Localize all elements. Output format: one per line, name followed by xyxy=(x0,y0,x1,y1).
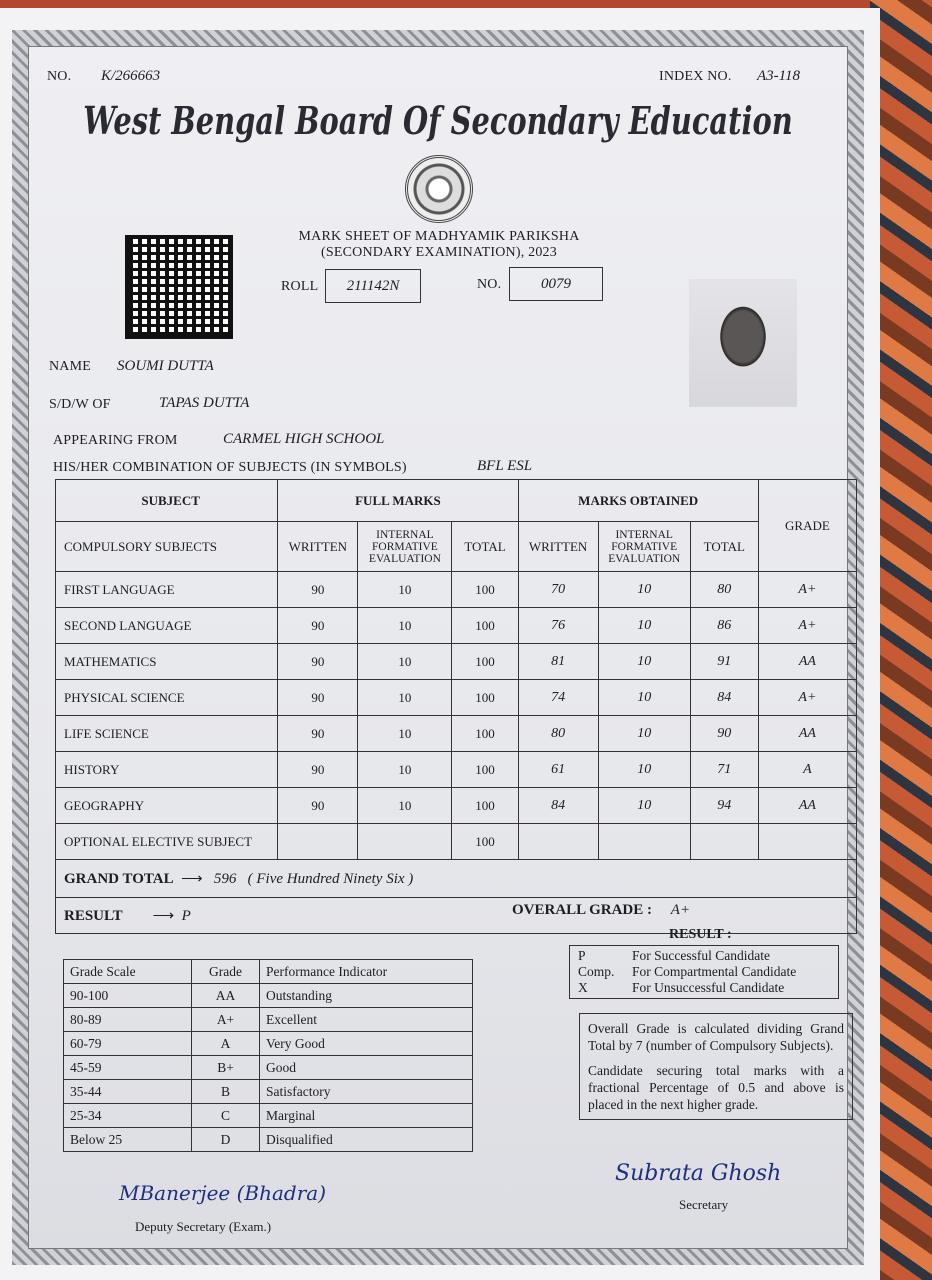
cell-fw xyxy=(278,824,358,860)
combination-label: HIS/HER COMBINATION OF SUBJECTS (IN SYMBOLS) xyxy=(53,460,407,475)
gs-cell: B+ xyxy=(192,1056,260,1080)
name-label: NAME xyxy=(49,359,92,374)
result-meaning: For Unsuccessful Candidate xyxy=(632,980,785,995)
grand-total-row: GRAND TOTAL ⟶ 596 ( Five Hundred Ninety Six ) xyxy=(56,860,857,898)
marks-table xyxy=(55,479,857,934)
cell-oi: 10 xyxy=(598,752,690,788)
cell-ot: 71 xyxy=(690,752,758,788)
cell-ft: 100 xyxy=(452,824,518,860)
cell-fi: 10 xyxy=(358,644,452,680)
cell-ft: 100 xyxy=(452,608,518,644)
header-total-obtained: TOTAL xyxy=(690,522,758,572)
cell-subject: FIRST LANGUAGE xyxy=(56,572,278,608)
grade-notes-box xyxy=(579,1013,853,1120)
cell-grade: AA xyxy=(758,716,856,752)
secretary-signature: Subrata Ghosh xyxy=(615,1161,782,1186)
result-row: RESULT ⟶ P OVERALL GRADE : A+ xyxy=(56,898,857,934)
cell-fw: 90 xyxy=(278,644,358,680)
gs-cell: Marginal xyxy=(260,1104,473,1128)
number-value: 0079 xyxy=(509,267,603,301)
result-key-item xyxy=(578,948,830,964)
deputy-title: Deputy Secretary (Exam.) xyxy=(135,1219,272,1234)
result-key-title: RESULT : xyxy=(669,927,732,942)
gs-cell: A xyxy=(192,1032,260,1056)
parent-name: TAPAS DUTTA xyxy=(159,395,250,411)
gs-cell: Below 25 xyxy=(64,1128,192,1152)
cell-ft: 100 xyxy=(452,716,518,752)
cell-subject: OPTIONAL ELECTIVE SUBJECT xyxy=(56,824,278,860)
board-seal xyxy=(405,155,473,223)
grade-scale-row xyxy=(64,1056,473,1080)
gs-cell: Excellent xyxy=(260,1008,473,1032)
cell-oi: 10 xyxy=(598,788,690,824)
cell-ot: 84 xyxy=(690,680,758,716)
serial-number: K/266663 xyxy=(101,68,161,84)
gs-cell: B xyxy=(192,1080,260,1104)
cell-grade xyxy=(758,824,856,860)
subject-row xyxy=(56,644,857,680)
number-label: NO. xyxy=(477,277,502,292)
cell-grade: A+ xyxy=(758,680,856,716)
result-meaning: For Successful Candidate xyxy=(632,948,770,963)
gs-cell: Outstanding xyxy=(260,984,473,1008)
index-label: INDEX NO. xyxy=(659,69,732,84)
cell-oi: 10 xyxy=(598,572,690,608)
grade-scale-row xyxy=(64,1128,473,1152)
gs-header: Performance Indicator xyxy=(260,960,473,984)
cell-subject: MATHEMATICS xyxy=(56,644,278,680)
cell-fi: 10 xyxy=(358,788,452,824)
header-subject: SUBJECT xyxy=(56,480,278,522)
cell-fi: 10 xyxy=(358,608,452,644)
school-name: CARMEL HIGH SCHOOL xyxy=(223,431,385,447)
cell-subject: GEOGRAPHY xyxy=(56,788,278,824)
cell-oi: 10 xyxy=(598,644,690,680)
parent-label: S/D/W OF xyxy=(49,397,111,412)
note-overall-grade: Overall Grade is calculated dividing Grand Total by 7 (number of Compulsory Subjects). xyxy=(588,1021,844,1053)
decorative-border xyxy=(12,30,864,1265)
cell-fi: 10 xyxy=(358,752,452,788)
header-full-marks: FULL MARKS xyxy=(278,480,518,522)
cell-fi: 10 xyxy=(358,716,452,752)
cell-fw: 90 xyxy=(278,752,358,788)
cell-ft: 100 xyxy=(452,680,518,716)
cell-ow: 70 xyxy=(518,572,598,608)
index-number: A3-118 xyxy=(757,68,801,84)
cell-fi xyxy=(358,824,452,860)
subject-row xyxy=(56,608,857,644)
gs-cell: 80-89 xyxy=(64,1008,192,1032)
cell-ow: 76 xyxy=(518,608,598,644)
cell-grade: AA xyxy=(758,644,856,680)
deputy-signature: MBanerjee (Bhadra) xyxy=(119,1181,327,1205)
gs-header: Grade xyxy=(192,960,260,984)
gs-cell: Very Good xyxy=(260,1032,473,1056)
cell-fi: 10 xyxy=(358,572,452,608)
gs-cell: 45-59 xyxy=(64,1056,192,1080)
gs-cell: Satisfactory xyxy=(260,1080,473,1104)
cell-oi xyxy=(598,824,690,860)
subject-row xyxy=(56,572,857,608)
gs-cell: 35-44 xyxy=(64,1080,192,1104)
gs-header: Grade Scale xyxy=(64,960,192,984)
cell-ow xyxy=(518,824,598,860)
cell-subject: PHYSICAL SCIENCE xyxy=(56,680,278,716)
cell-grade: A+ xyxy=(758,608,856,644)
result-code: P xyxy=(578,948,586,963)
grade-scale-row xyxy=(64,1080,473,1104)
grade-scale-table xyxy=(63,959,473,1152)
header-ife-obtained: INTERNAL FORMATIVE EVALUATION xyxy=(598,522,690,572)
result-key-item xyxy=(578,980,830,996)
cell-ft: 100 xyxy=(452,788,518,824)
result-code: X xyxy=(578,980,588,995)
roll-number: 211142N xyxy=(325,269,421,303)
board-name: West Bengal Board Of Secondary Education xyxy=(83,98,793,143)
school-label: APPEARING FROM xyxy=(53,433,178,448)
header-ife: INTERNAL FORMATIVE EVALUATION xyxy=(358,522,452,572)
cell-ow: 84 xyxy=(518,788,598,824)
grade-scale-row xyxy=(64,984,473,1008)
cell-ot: 80 xyxy=(690,572,758,608)
secretary-title: Secretary xyxy=(679,1197,729,1212)
gs-cell: Disqualified xyxy=(260,1128,473,1152)
gs-cell: 60-79 xyxy=(64,1032,192,1056)
cell-ot: 86 xyxy=(690,608,758,644)
gs-cell: AA xyxy=(192,984,260,1008)
candidate-photo xyxy=(689,279,797,407)
header-grade: GRADE xyxy=(758,480,856,572)
subject-row xyxy=(56,824,857,860)
grade-scale-row xyxy=(64,1008,473,1032)
result-key-box xyxy=(569,945,839,999)
cell-ow: 74 xyxy=(518,680,598,716)
cell-oi: 10 xyxy=(598,680,690,716)
header-written: WRITTEN xyxy=(278,522,358,572)
cell-fw: 90 xyxy=(278,680,358,716)
qr-code xyxy=(125,235,233,339)
cell-ft: 100 xyxy=(452,572,518,608)
cell-fw: 90 xyxy=(278,608,358,644)
cell-ot: 94 xyxy=(690,788,758,824)
cell-grade: A xyxy=(758,752,856,788)
subject-row xyxy=(56,752,857,788)
grade-scale-row xyxy=(64,1104,473,1128)
cell-fw: 90 xyxy=(278,716,358,752)
grade-scale-row xyxy=(64,1032,473,1056)
note-fractional: Candidate securing total marks with a fractional Percentage of 0.5 and above is placed in the next higher grade. xyxy=(588,1063,844,1112)
cell-ft: 100 xyxy=(452,644,518,680)
header-compulsory: COMPULSORY SUBJECTS xyxy=(56,522,278,572)
candidate-name: SOUMI DUTTA xyxy=(117,358,214,374)
cell-subject: HISTORY xyxy=(56,752,278,788)
header-written-obtained: WRITTEN xyxy=(518,522,598,572)
cell-fw: 90 xyxy=(278,788,358,824)
subject-combination: BFL ESL xyxy=(477,458,533,474)
result-key-item xyxy=(578,964,830,980)
cell-subject: SECOND LANGUAGE xyxy=(56,608,278,644)
cell-subject: LIFE SCIENCE xyxy=(56,716,278,752)
mark-sheet xyxy=(0,8,880,1280)
cell-ow: 80 xyxy=(518,716,598,752)
cell-fi: 10 xyxy=(358,680,452,716)
cell-grade: A+ xyxy=(758,572,856,608)
gs-cell: D xyxy=(192,1128,260,1152)
gs-cell: A+ xyxy=(192,1008,260,1032)
cell-oi: 10 xyxy=(598,716,690,752)
gs-cell: C xyxy=(192,1104,260,1128)
subject-row xyxy=(56,788,857,824)
header-total: TOTAL xyxy=(452,522,518,572)
cell-oi: 10 xyxy=(598,608,690,644)
subject-row xyxy=(56,716,857,752)
gs-cell: 25-34 xyxy=(64,1104,192,1128)
cell-ow: 61 xyxy=(518,752,598,788)
roll-label: ROLL xyxy=(281,279,319,294)
cell-ot xyxy=(690,824,758,860)
cell-fw: 90 xyxy=(278,572,358,608)
cell-ot: 91 xyxy=(690,644,758,680)
sheet-title: MARK SHEET OF MADHYAMIK PARIKSHA (SECONDARY EXAMINATION), 2023 xyxy=(298,229,580,260)
result-meaning: For Compartmental Candidate xyxy=(632,964,797,979)
cell-ot: 90 xyxy=(690,716,758,752)
subject-row xyxy=(56,680,857,716)
header-marks-obtained: MARKS OBTAINED xyxy=(518,480,758,522)
serial-label: NO. xyxy=(47,69,72,84)
cell-ow: 81 xyxy=(518,644,598,680)
cell-grade: AA xyxy=(758,788,856,824)
result-code: Comp. xyxy=(578,964,615,979)
gs-cell: 90-100 xyxy=(64,984,192,1008)
gs-cell: Good xyxy=(260,1056,473,1080)
cell-ft: 100 xyxy=(452,752,518,788)
